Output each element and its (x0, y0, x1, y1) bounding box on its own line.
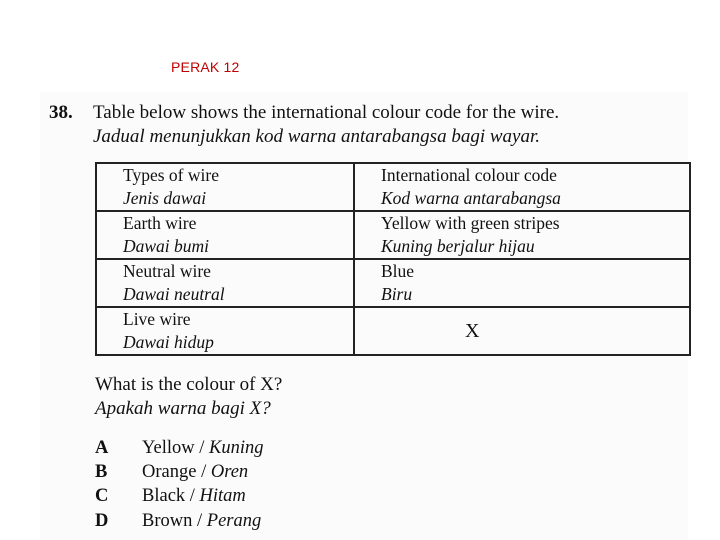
option-text-en: Yellow (142, 438, 195, 458)
table-header-row (96, 163, 690, 211)
option-text-en: Orange (142, 462, 197, 482)
ask-text-ms: Apakah warna bagi X? (95, 398, 271, 419)
header-types-ms: Jenis dawai (123, 188, 207, 208)
wire-type-ms: Dawai hidup (123, 332, 214, 352)
option-b[interactable] (95, 462, 248, 483)
option-letter: B (95, 462, 108, 482)
table-header-cell (96, 163, 354, 211)
colour-code-en: Blue (381, 261, 415, 281)
table-cell (354, 211, 690, 259)
option-text-ms: Perang (206, 511, 262, 531)
wire-type-en: Earth wire (123, 213, 197, 233)
wire-type-ms: Dawai neutral (123, 284, 225, 304)
option-text-ms: Oren (210, 462, 249, 482)
wire-type-en: Live wire (123, 309, 191, 329)
ask-text-en: What is the colour of X? (95, 374, 283, 395)
option-separator: / (196, 462, 211, 482)
header-code-ms: Kod warna antarabangsa (381, 188, 561, 208)
table-row (96, 307, 690, 355)
colour-code-ms: Kuning berjalur hijau (381, 236, 535, 256)
option-text-ms: Hitam (199, 486, 246, 506)
option-text-en: Brown (142, 511, 193, 531)
option-letter: D (95, 511, 109, 531)
option-d[interactable] (95, 511, 261, 532)
option-separator: / (185, 486, 200, 506)
wire-type-ms: Dawai bumi (123, 236, 210, 256)
table-cell (354, 259, 690, 307)
table-cell (96, 307, 354, 355)
table-header-cell (354, 163, 690, 211)
wire-type-en: Neutral wire (123, 261, 211, 281)
option-text-ms: Kuning (209, 438, 264, 458)
option-separator: / (192, 511, 207, 531)
option-text-en: Black (142, 486, 186, 506)
header-label: PERAK 12 (171, 59, 240, 75)
option-separator: / (194, 438, 209, 458)
question-number: 38. (49, 102, 73, 123)
unknown-colour-cell (354, 307, 690, 355)
option-a[interactable] (95, 438, 263, 459)
question-text-ms: Jadual menunjukkan kod warna antarabangsa bagi wayar. (93, 126, 541, 147)
header-types-en: Types of wire (123, 165, 219, 185)
table-row (96, 211, 690, 259)
table-cell (96, 211, 354, 259)
colour-code-en: Yellow with green stripes (381, 213, 560, 233)
table-cell (96, 259, 354, 307)
unknown-colour-x: X (465, 319, 480, 342)
option-letter: A (95, 438, 109, 458)
question-text-en: Table below shows the international colour code for the wire. (93, 102, 560, 123)
question-scan (40, 92, 688, 540)
header-code-en: International colour code (381, 165, 557, 185)
wire-colour-table (95, 162, 691, 356)
table-row (96, 259, 690, 307)
option-letter: C (95, 486, 109, 506)
colour-code-ms: Biru (381, 284, 413, 304)
option-c[interactable] (95, 486, 246, 507)
